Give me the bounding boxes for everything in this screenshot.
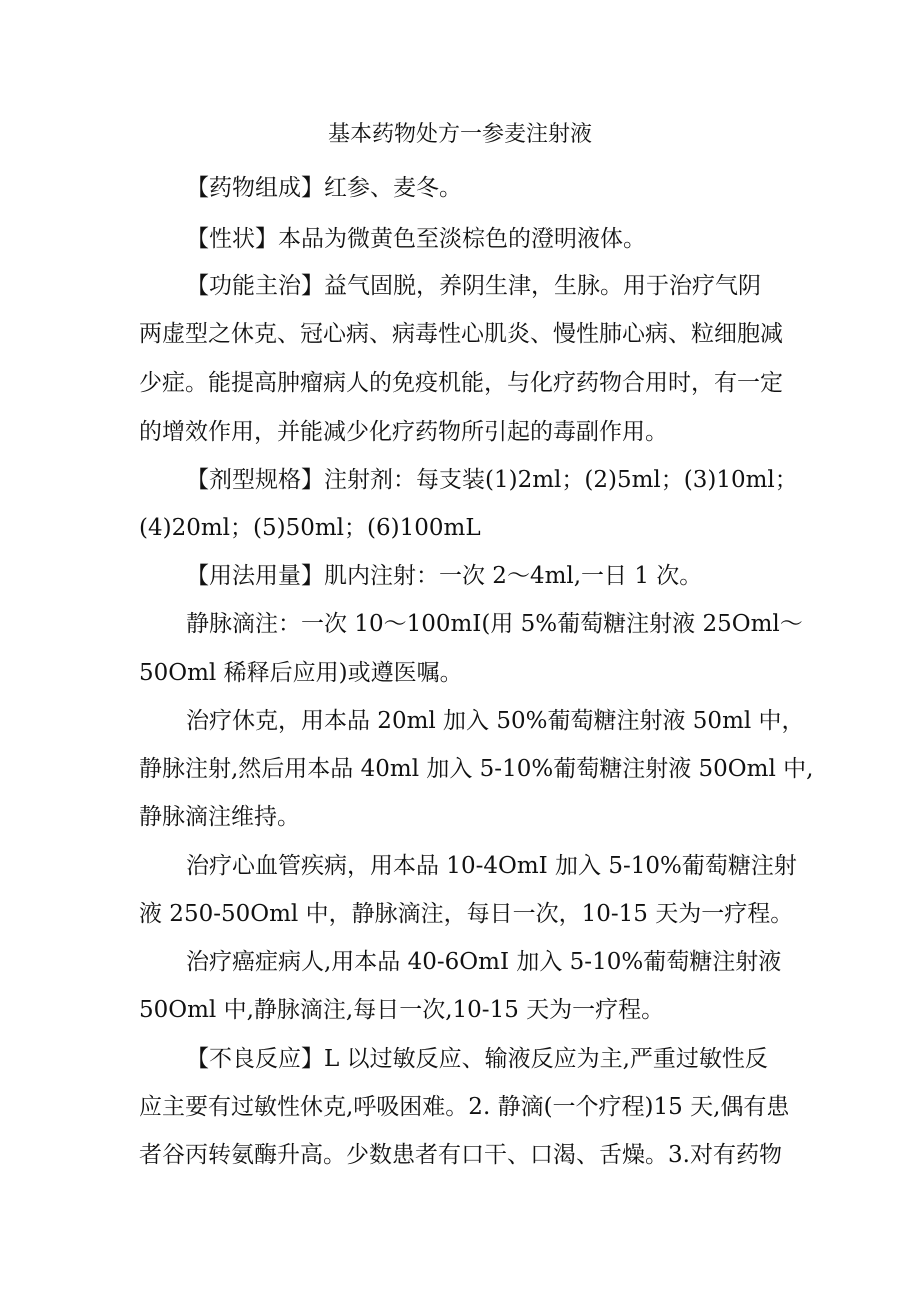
text-line: 治疗休克，用本品 20ml 加入 50%葡萄糖注射液 50ml 中， — [186, 708, 805, 734]
text-line: 静脉滴注维持。 — [139, 804, 300, 830]
text-line: 液 250-50Oml 中，静脉滴注，每日一次，10-15 天为一疗程。 — [139, 901, 794, 927]
text-line: 静脉注射,然后用本品 40ml 加入 5-10%葡萄糖注射液 50Oml 中, — [139, 756, 814, 782]
text-line: 【用法用量】肌内注射：一次 2～4ml,一日 1 次。 — [186, 563, 703, 589]
text-line: (4)20ml；(5)50ml；(6)100mL — [139, 515, 481, 541]
text-line: 50Oml 中,静脉滴注,每日一次,10-15 天为一疗程。 — [139, 997, 665, 1023]
text-line: 【剂型规格】注射剂：每支装(1)2ml；(2)5ml；(3)10ml； — [186, 467, 798, 493]
text-line: 治疗心血管疾病，用本品 10-4OmI 加入 5-10%葡萄糖注射 — [186, 853, 797, 879]
text-line: 的增效作用，并能减少化疗药物所引起的毒副作用。 — [139, 419, 668, 445]
text-line: 治疗癌症病人,用本品 40-6OmI 加入 5-10%葡萄糖注射液 — [186, 949, 782, 975]
text-line: 两虚型之休克、冠心病、病毒性心肌炎、慢性肺心病、粒细胞减 — [139, 321, 783, 347]
text-line: 【性状】本品为微黄色至淡棕色的澄明液体。 — [186, 226, 646, 252]
text-line: 少症。能提高肿瘤病人的免疫机能，与化疗药物合用时，有一定 — [139, 370, 783, 396]
text-line: 【不良反应】L 以过敏反应、输液反应为主,严重过敏性反 — [186, 1046, 768, 1072]
text-line: 应主要有过敏性休克,呼吸困难。2. 静滴(一个疗程)15 天,偶有患 — [139, 1094, 790, 1120]
text-line: 【功能主治】益气固脱，养阴生津，生脉。用于治疗气阴 — [186, 273, 761, 299]
text-line: 50Oml 稀释后应用)或遵医嘱。 — [139, 660, 463, 686]
text-line: 【药物组成】红参、麦冬。 — [186, 175, 462, 201]
text-line: 者谷丙转氨酶升高。少数患者有口干、口渴、舌燥。3.对有药物 — [139, 1142, 782, 1168]
text-line: 静脉滴注：一次 10～100mI(用 5%葡萄糖注射液 25Oml～ — [186, 611, 803, 637]
document-title: 基本药物处方一参麦注射液 — [327, 122, 592, 147]
